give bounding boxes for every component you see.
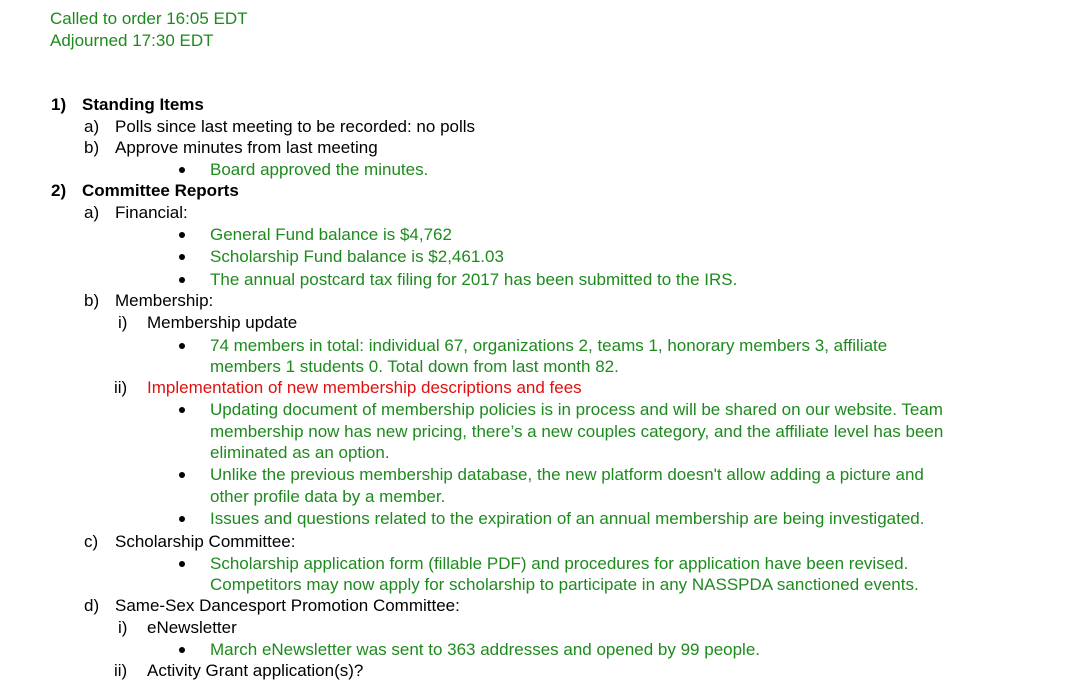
called-to-order: Called to order 16:05 EDT bbox=[50, 9, 248, 28]
note-2bii-1-line3: eliminated as an option. bbox=[210, 443, 390, 462]
note-2bi-1-line2: members 1 students 0. Total down from last month 82. bbox=[210, 357, 619, 376]
note-2c-1-line1: Scholarship application form (fillable PDF) and procedures for application have been revised. bbox=[210, 554, 909, 573]
item-2dii-text: Activity Grant application(s)? bbox=[147, 661, 364, 680]
note-2bii-3: Issues and questions related to the expiration of an annual membership are being investigated. bbox=[210, 509, 925, 528]
note-2di-1: March eNewsletter was sent to 363 addresses and opened by 99 people. bbox=[210, 640, 761, 659]
item-2c-number: c) bbox=[84, 532, 99, 551]
item-2bi-number: i) bbox=[118, 313, 128, 332]
item-2d-text: Same-Sex Dancesport Promotion Committee: bbox=[115, 596, 460, 615]
item-2c-text: Scholarship Committee: bbox=[115, 532, 296, 551]
item-2a-text: Financial: bbox=[115, 203, 188, 222]
note-1b-1: Board approved the minutes. bbox=[210, 160, 429, 179]
item-2a-number: a) bbox=[84, 203, 100, 222]
item-2bi-text: Membership update bbox=[147, 313, 298, 332]
item-2b-text: Membership: bbox=[115, 291, 214, 310]
bullet-icon bbox=[179, 232, 185, 238]
bullet-icon bbox=[179, 167, 185, 173]
item-1b-number: b) bbox=[84, 138, 100, 157]
item-1a-text: Polls since last meeting to be recorded: no polls bbox=[115, 117, 476, 136]
note-2c-1-line2: Competitors may now apply for scholarship to participate in any NASSPDA sanctioned events. bbox=[210, 575, 919, 594]
bullet-icon bbox=[179, 407, 185, 413]
section-2-number: 2) bbox=[51, 181, 67, 200]
bullet-icon bbox=[179, 472, 185, 478]
note-2a-3: The annual postcard tax filing for 2017 has been submitted to the IRS. bbox=[210, 270, 738, 289]
item-1b-text: Approve minutes from last meeting bbox=[115, 138, 378, 157]
bullet-icon bbox=[179, 343, 185, 349]
note-2a-2: Scholarship Fund balance is $2,461.03 bbox=[210, 247, 504, 266]
item-1a-number: a) bbox=[84, 117, 100, 136]
item-2d-number: d) bbox=[84, 596, 100, 615]
item-2di-text: eNewsletter bbox=[147, 618, 237, 637]
bullet-icon bbox=[179, 516, 185, 522]
note-2bii-2-line1: Unlike the previous membership database, the new platform doesn't allow adding a picture and bbox=[210, 465, 924, 484]
section-1-title: Standing Items bbox=[82, 95, 204, 114]
section-1-number: 1) bbox=[51, 95, 67, 114]
adjourned: Adjourned 17:30 EDT bbox=[50, 31, 214, 50]
note-2bii-1-line1: Updating document of membership policies is in process and will be shared on our website. Team bbox=[210, 400, 943, 419]
bullet-icon bbox=[179, 561, 185, 567]
note-2a-1: General Fund balance is $4,762 bbox=[210, 225, 452, 244]
bullet-icon bbox=[179, 277, 185, 283]
item-2di-number: i) bbox=[118, 618, 128, 637]
item-2dii-number: ii) bbox=[114, 661, 128, 680]
item-2b-number: b) bbox=[84, 291, 100, 310]
bullet-icon bbox=[179, 254, 185, 260]
note-2bii-2-line2: other profile data by a member. bbox=[210, 487, 446, 506]
note-2bi-1-line1: 74 members in total: individual 67, organizations 2, teams 1, honorary members 3, affiliate bbox=[210, 336, 888, 355]
item-2bii-text: Implementation of new membership descriptions and fees bbox=[147, 378, 582, 397]
bullet-icon bbox=[179, 647, 185, 653]
note-2bii-1-line2: membership now has new pricing, there’s a new couples category, and the affiliate level has been bbox=[210, 422, 944, 441]
item-2bii-number: ii) bbox=[114, 378, 128, 397]
section-2-title: Committee Reports bbox=[82, 181, 239, 200]
